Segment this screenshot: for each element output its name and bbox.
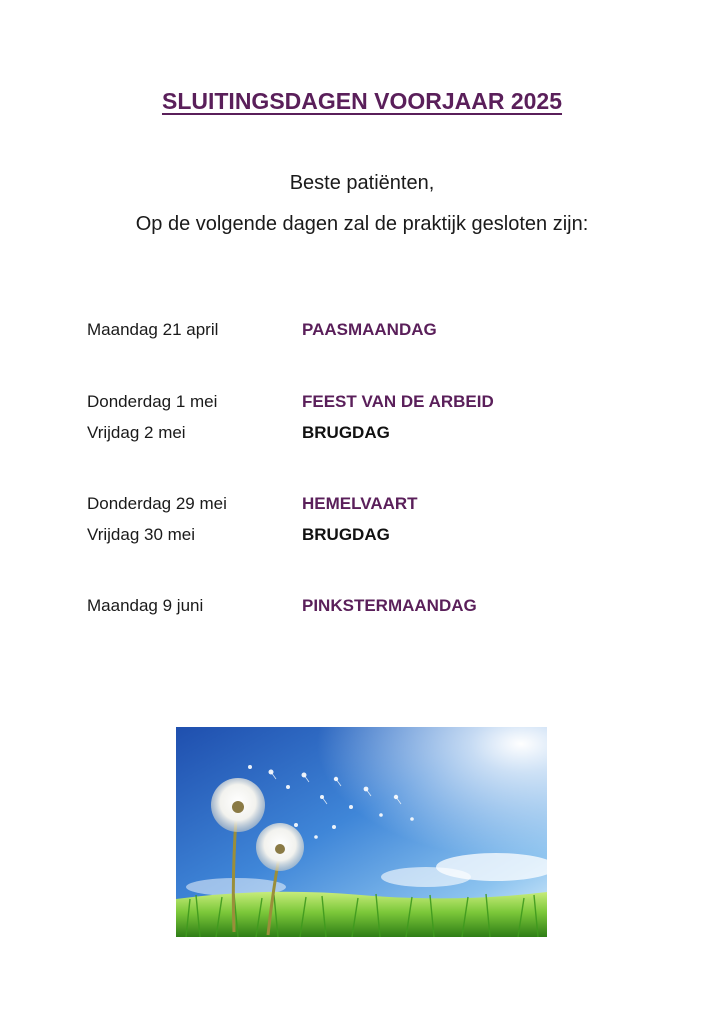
closure-label: BRUGDAG — [302, 525, 390, 544]
page-title: SLUITINGSDAGEN VOORJAAR 2025 — [161, 88, 563, 114]
closure-label: HEMELVAART — [302, 494, 418, 513]
closure-label: PAASMAANDAG — [302, 320, 437, 339]
closure-label: FEEST VAN DE ARBEID — [302, 392, 494, 411]
closure-day: Donderdag 29 mei — [87, 494, 227, 513]
closure-row — [87, 522, 647, 548]
closure-day: Vrijdag 30 mei — [87, 525, 196, 544]
closure-label: PINKSTERMAANDAG — [302, 596, 477, 615]
closure-row — [87, 317, 647, 343]
closure-day: Maandag 9 juni — [87, 596, 204, 615]
closure-day: Vrijdag 2 mei — [87, 423, 186, 442]
intro-text: Op de volgende dagen zal de praktijk gesloten zijn: — [135, 213, 589, 235]
closure-row — [87, 420, 647, 446]
closure-row — [87, 491, 647, 517]
closure-day: Donderdag 1 mei — [87, 392, 218, 411]
closure-label: BRUGDAG — [302, 423, 390, 442]
greeting-text: Beste patiënten, — [289, 172, 435, 194]
dandelion-meadow-photo — [176, 727, 547, 937]
closure-row — [87, 389, 647, 415]
closure-row — [87, 593, 647, 619]
closure-day: Maandag 21 april — [87, 320, 219, 339]
